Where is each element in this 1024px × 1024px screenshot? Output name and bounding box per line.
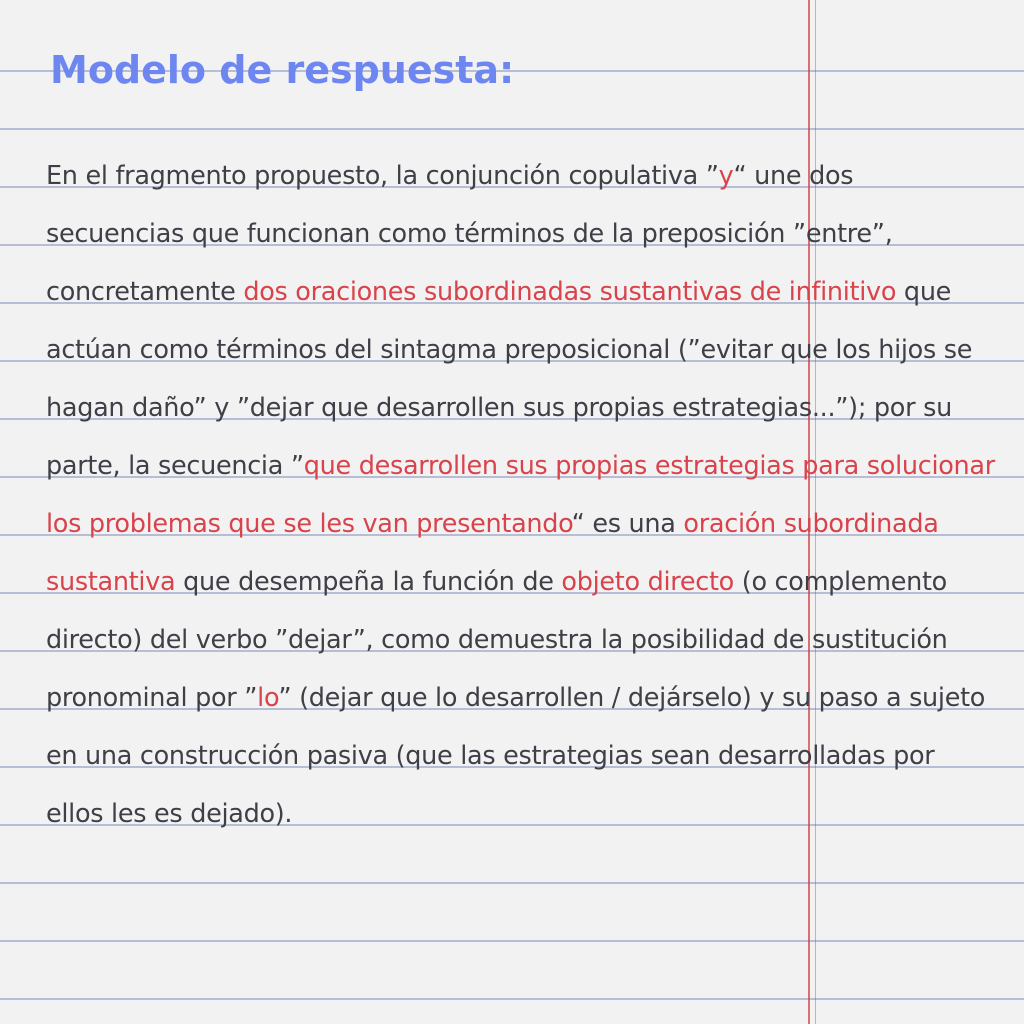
text-segment: ” (dejar que lo desarrollen / dejárselo) y su paso a sujeto en una construcción pasiva (que las estrategias sean desarrolladas por ellos les es dejado). [46,683,986,829]
text-segment: (o complemento directo) del verbo ”dejar”, como demuestra la posibilidad de sustitución pronominal por ” [46,567,948,713]
highlight-conjunction: y [718,161,734,191]
answer-paragraph [46,147,996,843]
text-segment: “ es una [571,509,684,539]
highlight-direct-object: objeto directo [561,567,734,597]
text-segment: “ une dos secuencias que funcionan como términos de la preposición ”entre”, concretamente [46,161,893,307]
highlight-pronoun: lo [257,683,279,713]
page-title: Modelo de respuesta: [50,48,515,92]
text-segment: que desempeña la función de [175,567,562,597]
text-segment: que actúan como términos del sintagma preposicional (”evitar que los hijos se hagan daño” y ”dejar que desarrollen sus propias estrategias...”); por su parte, la secuencia ” [46,277,973,481]
highlight-sequence: que desarrollen sus propias estrategias para solucionar los problemas que se les van presentando [46,451,995,539]
highlight-subordinate-clauses: dos oraciones subordinadas sustantivas de infinitivo [243,277,897,307]
text-segment: En el fragmento propuesto, la conjunción copulativa ” [46,161,719,191]
highlight-clause-type: oración subordinada sustantiva [46,509,939,597]
